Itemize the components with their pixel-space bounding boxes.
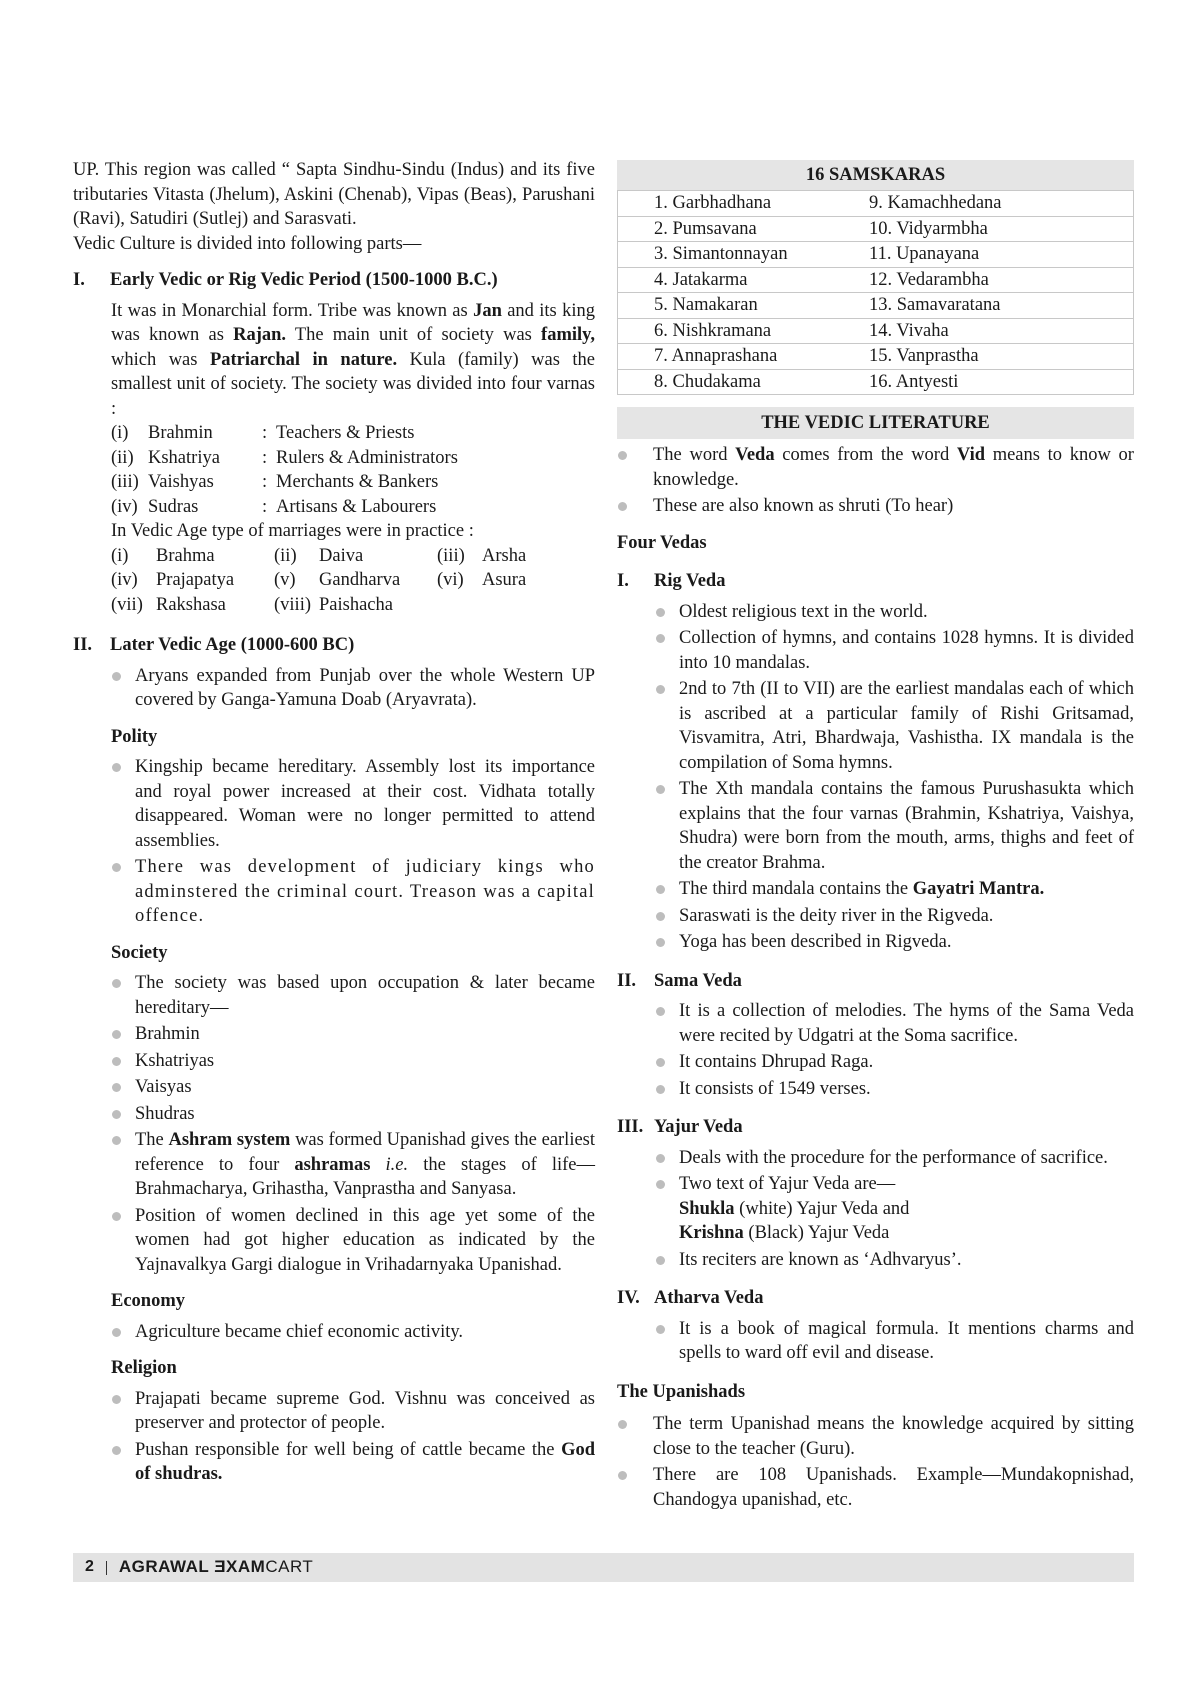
list-item: It contains Dhrupad Raga. <box>655 1050 1134 1075</box>
list-item: The Xth mandala contains the famous Purushasukta which explains that the four varnas (Brahmin, Kshatriya, Vaishya, Shudra) were born from the mouth, arms, thighs and feet of the creator Brahma. <box>655 777 1134 875</box>
section-early-vedic-heading: I. Early Vedic or Rig Vedic Period (1500-1000 B.C.) <box>73 270 498 290</box>
list-item: (iv) Prajapatya (v) Gandharva (vi) Asura <box>111 570 527 590</box>
list-item: It is a book of magical formula. It mentions charms and spells to ward off evil and disease. <box>655 1317 1134 1366</box>
samskaras-title: 16 SAMSKARAS <box>617 160 1134 190</box>
table-row: 1. Garbhadhana 9. Kamachhedana <box>618 191 1134 217</box>
footer-divider <box>106 1561 107 1575</box>
bullet-icon <box>655 1050 679 1074</box>
list-item: (iv) Sudras : Artisans & Labourers <box>111 496 437 517</box>
bullet-icon <box>617 1463 653 1487</box>
table-row: 2. Pumsavana 10. Vidyarmbha <box>618 216 1134 242</box>
list-item: Prajapati became supreme God. Vishnu was conceived as preserver and protector of people. <box>111 1387 595 1436</box>
right-column <box>617 160 1134 1512</box>
bullet-icon <box>655 600 679 624</box>
bullet-icon <box>655 1172 679 1196</box>
bullet-icon <box>111 1128 135 1152</box>
list-item: These are also known as shruti (To hear) <box>617 494 1134 519</box>
bullet-icon <box>111 855 135 879</box>
list-item: Agriculture became chief economic activity. <box>111 1320 595 1345</box>
upanishads-heading: The Upanishads <box>617 1381 746 1402</box>
bullet-icon <box>111 755 135 779</box>
list-item: 2nd to 7th (II to VII) are the earliest mandalas each of which is ascribed at a particular family of Rishi Gritsamad, Visvamitra, Atri, Bhardwaja, Vashistha. IX mandala is the compilation of Soma hymns. <box>655 677 1134 775</box>
list-item: The society was based upon occupation & later became hereditary— <box>111 971 595 1020</box>
bullet-icon <box>111 1387 135 1411</box>
rig-veda-heading: I. Rig Veda <box>617 571 726 591</box>
bullet-icon <box>655 999 679 1023</box>
samskaras-table <box>617 190 1134 395</box>
list-item: Pushan responsible for well being of cattle became the God of shudras. <box>111 1438 595 1487</box>
bullet-icon <box>655 1146 679 1170</box>
list-item: (vii) Rakshasa (viii) Paishacha <box>111 594 393 615</box>
brand-logo: AGRAWAL ƎXAMCART <box>118 1557 314 1577</box>
list-item: (ii) Kshatriya : Rulers & Administrators <box>111 447 458 468</box>
bullet-icon <box>111 1102 135 1126</box>
list-item: Deals with the procedure for the performance of sacrifice. <box>655 1146 1134 1171</box>
bullet-icon <box>111 1049 135 1073</box>
bullet-icon <box>655 777 679 801</box>
bullet-icon <box>617 494 653 518</box>
page-footer <box>73 1553 1134 1582</box>
list-item: Brahmin <box>111 1022 595 1047</box>
intro-line: Vedic Culture is divided into following parts— <box>73 233 422 254</box>
list-item: The word Veda comes from the word Vid means to know or knowledge. <box>617 443 1134 492</box>
list-item: Aryans expanded from Punjab over the whole Western UP covered by Ganga-Yamuna Doab (Aryavrata). <box>111 664 595 713</box>
religion-heading: Religion <box>111 1358 177 1378</box>
bullet-icon <box>655 1317 679 1341</box>
bullet-icon <box>111 971 135 995</box>
list-item: Oldest religious text in the world. <box>655 600 1134 625</box>
bullet-icon <box>655 677 679 701</box>
list-item: (iii) Vaishyas : Merchants & Bankers <box>111 472 439 492</box>
list-item: Vaisyas <box>111 1075 595 1100</box>
vedic-literature-title: THE VEDIC LITERATURE <box>617 407 1134 439</box>
bullet-icon <box>111 1022 135 1046</box>
list-item: There are 108 Upanishads. Example—Mundakopnishad, Chandogya upanishad, etc. <box>617 1463 1134 1512</box>
page-number: 2 <box>85 1558 94 1576</box>
list-item: Kingship became hereditary. Assembly lost its importance and royal power increased at their cost. Vidhata totally disappeared. Woman were no longer permitted to attend assemblies. <box>111 755 595 853</box>
bullet-icon <box>617 1412 653 1436</box>
intro-paragraph: UP. This region was called “ Sapta Sindhu-Sindu (Indus) and its five tributaries Vitasta (Jhelum), Askini (Chenab), Vipas (Beas), Parushani (Ravi), Satudiri (Sutlej) and Sarasvati. <box>73 160 595 229</box>
polity-heading: Polity <box>111 726 158 747</box>
list-item: Kshatriyas <box>111 1049 595 1074</box>
table-row: 8. Chudakama 16. Antyesti <box>618 369 1134 395</box>
left-column <box>73 158 595 1487</box>
table-row: 7. Annaprashana 15. Vanprastha <box>618 344 1134 370</box>
marriage-intro: In Vedic Age type of marriages were in practice : <box>111 521 474 541</box>
list-item: Saraswati is the deity river in the Rigveda. <box>655 904 1134 929</box>
section-later-vedic-heading: II. Later Vedic Age (1000-600 BC) <box>73 635 355 655</box>
bullet-icon <box>111 1438 135 1462</box>
bullet-icon <box>111 1204 135 1228</box>
atharva-veda-heading: IV. Atharva Veda <box>617 1288 764 1308</box>
bullet-icon <box>655 1077 679 1101</box>
bullet-icon <box>111 664 135 688</box>
society-heading: Society <box>111 942 168 963</box>
bullet-icon <box>655 930 679 954</box>
list-item: There was development of judiciary kings who adminstered the criminal court. Treason was a capital offence. <box>111 855 595 929</box>
bullet-icon <box>655 626 679 650</box>
list-item: Shudras <box>111 1102 595 1127</box>
list-item: Two text of Yajur Veda are— Shukla (white) Yajur Veda and Krishna (Black) Yajur Veda <box>655 1172 1134 1246</box>
list-item: It consists of 1549 verses. <box>655 1077 1134 1102</box>
yajur-veda-heading: III. Yajur Veda <box>617 1117 743 1137</box>
economy-heading: Economy <box>111 1291 185 1311</box>
list-item: The term Upanishad means the knowledge acquired by sitting close to the teacher (Guru). <box>617 1412 1134 1461</box>
list-item: The third mandala contains the Gayatri Mantra. <box>655 877 1134 902</box>
table-row: 3. Simantonnayan 11. Upanayana <box>618 242 1134 268</box>
four-vedas-heading: Four Vedas <box>617 532 707 553</box>
early-vedic-paragraph: It was in Monarchial form. Tribe was known as Jan and its king was known as Rajan. The main unit of society was family, which was Patriarchal in nature. Kula (family) was the smallest unit of society. The society was divided into four varnas : <box>111 300 596 419</box>
sama-veda-heading: II. Sama Veda <box>617 970 742 991</box>
list-item: (i) Brahma (ii) Daiva (iii) Arsha <box>111 545 527 566</box>
list-item: Its reciters are known as ‘Adhvaryus’. <box>655 1248 1134 1273</box>
list-item: Yoga has been described in Rigveda. <box>655 930 1134 955</box>
list-item: Collection of hymns, and contains 1028 hymns. It is divided into 10 mandalas. <box>655 626 1134 675</box>
varna-list <box>111 421 595 519</box>
bullet-icon <box>617 443 653 467</box>
table-row: 4. Jatakarma 12. Vedarambha <box>618 267 1134 293</box>
table-row: 6. Nishkramana 14. Vivaha <box>618 318 1134 344</box>
list-item: Position of women declined in this age yet some of the women had got higher education as indicated by the Yajnavalkya Gargi dialogue in Vrihadarnyaka Upanishad. <box>111 1204 595 1278</box>
bullet-icon <box>655 1248 679 1272</box>
marriage-list <box>111 544 595 618</box>
bullet-icon <box>655 877 679 901</box>
bullet-icon <box>111 1075 135 1099</box>
list-item: The Ashram system was formed Upanishad gives the earliest reference to four ashramas i.e. the stages of life—Brahmacharya, Grihastha, Vanprastha and Sanyasa. <box>111 1128 595 1202</box>
list-item: It is a collection of melodies. The hyms of the Sama Veda were recited by Udgatri at the Soma sacrifice. <box>655 999 1134 1048</box>
table-row: 5. Namakaran 13. Samavaratana <box>618 293 1134 319</box>
bullet-icon <box>111 1320 135 1344</box>
bullet-icon <box>655 904 679 928</box>
list-item: (i) Brahmin : Teachers & Priests <box>111 423 415 443</box>
